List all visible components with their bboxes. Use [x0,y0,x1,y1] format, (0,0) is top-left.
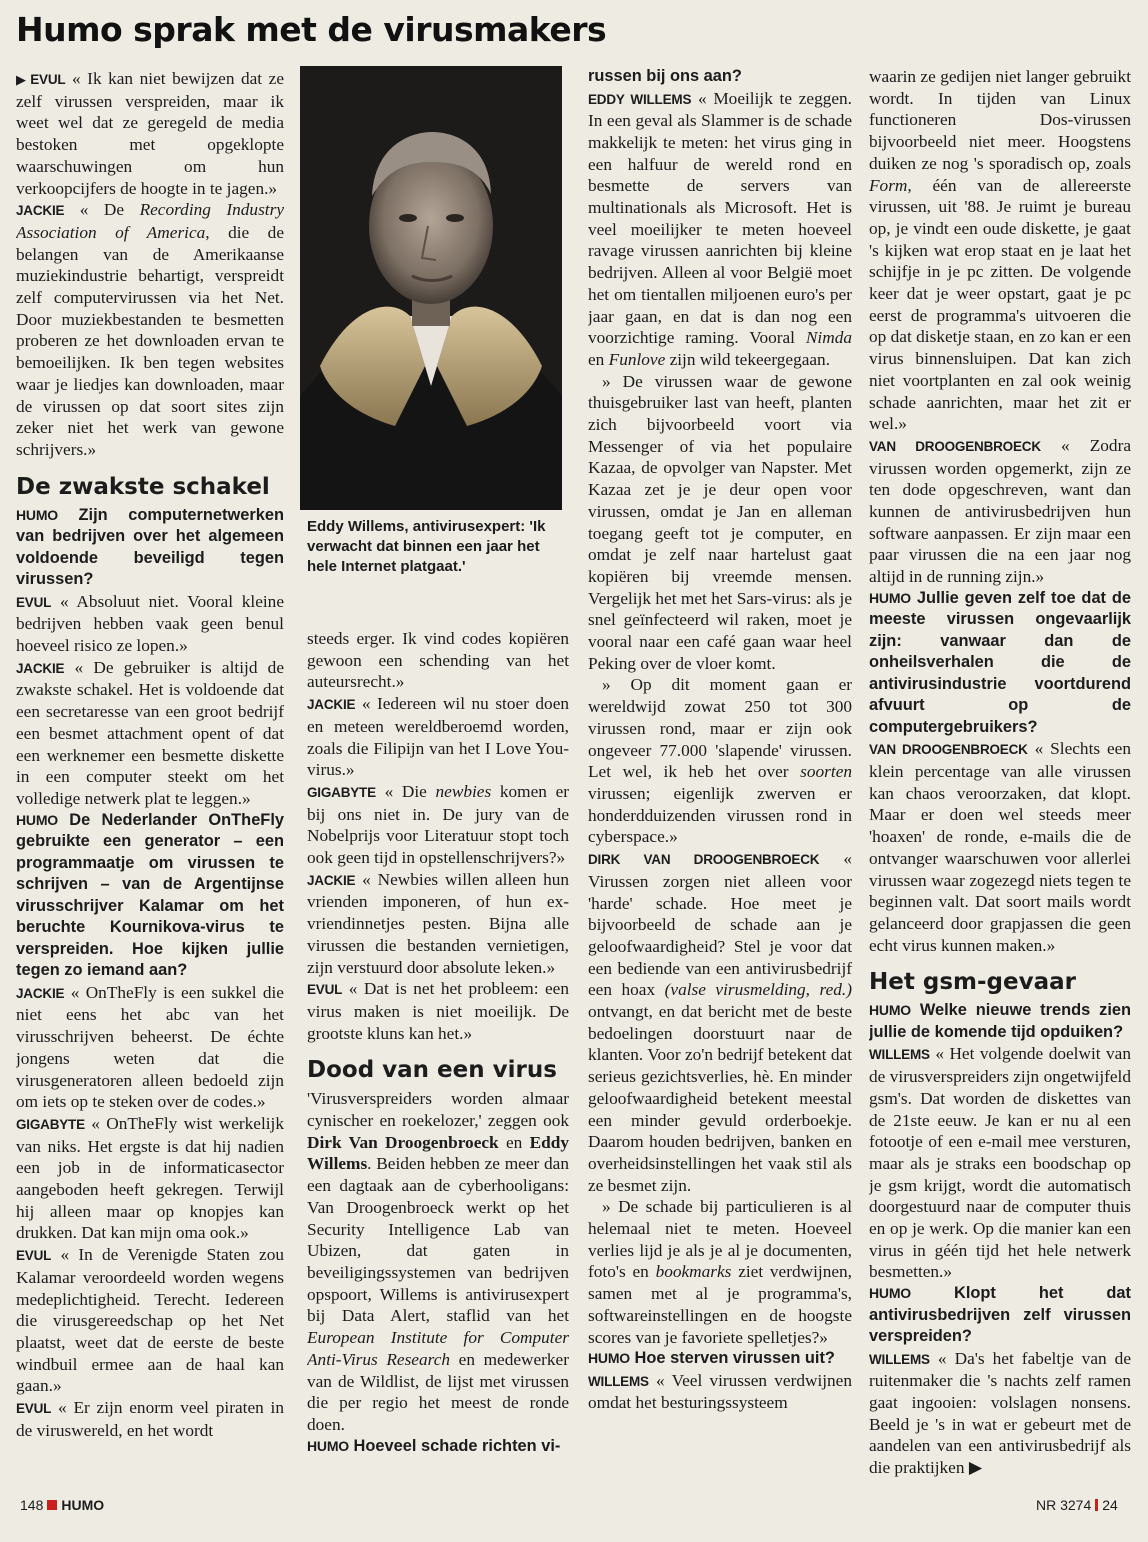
speaker-label: GIGABYTE [16,1116,85,1132]
photo-caption: Eddy Willems, antivirusexpert: 'Ik verwacht dat binnen een jaar het hele Internet platgaat.' [307,518,546,575]
paragraph: EVUL « Dat is net het probleem: een virus maken is niet moeilijk. De grootste kluns kan het.» [307,979,569,1043]
speaker-label: EVUL [307,982,343,998]
speaker-label: WILLEMS [869,1351,930,1367]
speaker-label: DIRK VAN DROOGENBROECK [588,852,820,868]
speaker-label: GIGABYTE [307,784,376,800]
magazine-brand: HUMO [61,1497,105,1513]
paragraph: JACKIE « Newbies willen alleen hun vrienden imponeren, of hun ex-vriendinnetjes pesten. Bijna alle virussen die bestanden vernietigen, zijn verstuurd door absolute leken.» [307,869,569,977]
paragraph: GIGABYTE « OnTheFly wist werkelijk van niks. Het ergste is dat hij nadien een job in de informaticasector aangeboden heeft gekregen. Terwijl hij alleen maar op knopjes kan drukken. Dat kan mijn oma ook.» [16,1113,284,1243]
speaker-label: EDDY WILLEMS [588,91,692,107]
speaker-label: WILLEMS [869,1047,930,1063]
speaker-label: HUMO [588,1350,630,1367]
speaker-label: EVUL [16,594,52,610]
speaker-label: JACKIE [307,697,356,713]
question: HUMO Hoeveel schade richten vi- [307,1436,561,1455]
portrait-illustration [300,66,562,510]
paragraph: » De schade bij particulieren is al helemaal niet te meten. Hoeveel verlies lijd je als je al je documenten, foto's en bookmarks ziet verdwijnen, samen met al je programma's, softwareinstellingen en de hoogste scores van je favoriete spelletjes?» [588,1197,852,1347]
speaker-label: EVUL [16,1401,52,1417]
speaker-label: HUMO [307,1437,349,1454]
paragraph: EDDY WILLEMS « Moeilijk te zeggen. In een geval als Slammer is de schade makkelijk te meten: het virus ging in een halfuur de wereld rond en besmette de servers van multinationals als Microsoft. Het is veel moeilijker te meten hoeveel ravage virussen aanrichten bij kleine bedrijven. Alleen al voor België moet het om tientallen miljoenen euro's per jaar gaan, en dat is dan nog een voorzichtige raming. Vooral Nimda en Funlove zijn wild tekeergegaan. [588,88,852,369]
speaker-label: JACKIE [16,985,65,1001]
section-heading: De zwakste schakel [16,473,270,500]
paragraph: steeds erger. Ik vind codes kopiëren gewoon een schending van het auteursrecht.» [307,629,569,692]
footer-right [1036,1497,1118,1513]
paragraph: DIRK VAN DROOGENBROECK « Virussen zorgen niet alleen voor 'harde' schade. Hoe meet je bijvoorbeeld de schade aan je geloofwaardigheid? Stel je voor dat een bediende van een antivirusbedrijf een hoax (valse virusmelding, red.) ontvangt, en dat bericht met de beste bedoelingen doorstuurt naar de klanten. Voor zo'n bedrijf betekent dat serieus gezichtsverlies, hè. En minder geloofwaardigheid betekent meestal een minder gevuld orderboekje. Daarom houden bedrijven, banken en overheidsinstellingen het vaak stil als ze besmet zijn. [588,849,852,1195]
question: HUMO De Nederlander OnTheFly gebruikte een generator – een programmaatje om virussen te schrijven – van de Argentijnse virusschrijver Kalamar om het beruchte Kournikova-virus te verspreiden. Hoe kijken jullie tegen zo iemand aan? [16,810,284,980]
question: HUMO Zijn computernetwerken van bedrijven over het algemeen voldoende beveiligd tegen virussen? [16,505,284,589]
footer-left [20,1497,104,1513]
speaker-label: JACKIE [16,660,65,676]
question: HUMO Hoe sterven virussen uit? [588,1349,835,1368]
paragraph: WILLEMS « Da's het fabeltje van de ruitenmaker die 's nachts zelf ramen gaat ingooien: volslagen nonsens. Beeld je 's in wat er gebeurt met de aandelen van een antivirusbedrijf als die praktijken ▶ [869,1348,1131,1478]
speaker-label: VAN DROOGENBROECK [869,742,1028,758]
column-3 [588,66,852,1484]
speaker-label: HUMO [869,1002,911,1019]
paragraph: EVUL « Absoluut niet. Vooral kleine bedrijven hebben vaak geen benul hoeveel risico ze lopen.» [16,591,284,656]
paragraph: 'Virusverspreiders worden almaar cynischer en roekelozer,' zeggen ook Dirk Van Droogenbroeck en Eddy Willems. Beiden hebben ze meer dan een dagtaak aan de cyberhooligans: Van Droogenbroeck werkt op het Security Intelligence Lab van Ubizen, dat gaten in beveiligingssystemen van bedrijven opspoort, Willems is antivirusexpert bij Data Alert, staflid van het European Institute for Computer Anti-Virus Research en medewerker van de Wildlist, de lijst met virussen die per regio het meest de ronde doen. [307,1089,569,1434]
speaker-label: EVUL [16,1248,52,1264]
paragraph: JACKIE « OnTheFly is een sukkel die niet eens het abc van het virusschrijven beheerst. De échte jongens weten dat die virusgeneratoren alleen bedoeld zijn om iets op te steken over de codes.» [16,982,284,1112]
speaker-label: HUMO [16,506,58,523]
paragraph: VAN DROOGENBROECK « Slechts een klein percentage van alle virussen kan chaos veroorzaken, dat klopt. Maar er doen wel steeds meer 'hoaxen' de ronde, e-mails die de ontvanger waarschuwen voor allerlei virussen waar zogezegd niets tegen te beginnen valt. Dat soort mails wordt gelanceerd door grapjassen die geen echt virus kunnen maken.» [869,739,1131,955]
paragraph: JACKIE « De gebruiker is altijd de zwakste schakel. Het is voldoende dat een secretaresse van een groot bedrijf een besmet attachment opent of dat een werknemer een besmette diskette in een computer steekt om het volledige netwerk plat te leggen.» [16,657,284,808]
paragraph: JACKIE « De Recording Industry Association of America, die de belangen van de Amerikaanse muziekindustrie behartigt, verspreidt zelf computervirussen via het Net. Door muziekbestanden te besmetten proberen ze het downloaden ervan te bemoeilijken. Ik ben tegen websites waar je liedjes kan downloaden, maar de virussen op dat soort sites zijn zeker niet het werk van gewone schrijvers.» [16,200,284,459]
issue-number: NR 3274 [1036,1497,1092,1513]
speaker-label: WILLEMS [588,1373,649,1389]
portrait-photo [300,66,562,510]
speaker-label: VAN DROOGENBROECK [869,438,1041,454]
section-heading: Het gsm-gevaar [869,969,1076,996]
paragraph: EVUL « Er zijn enorm veel piraten in de viruswereld, en het wordt [16,1398,284,1440]
page-title: Humo sprak met de virusmakers [16,10,607,49]
question: HUMO Welke nieuwe trends zien jullie de komende tijd opduiken? [869,1001,1131,1041]
arrow-right-icon: ▶ [16,72,29,87]
paragraph: VAN DROOGENBROECK « Zodra virussen worden opgemerkt, zijn ze ten dode opgeschreven, want dan kunnen de antivirusbedrijven hun software aanpassen. Er zijn maar een paar virussen die na een jaar nog altijd in de running zijn.» [869,435,1131,587]
speaker-label: HUMO [869,589,911,606]
paragraph: waarin ze gedijen niet langer gebruikt wordt. In tijden van Linux functioneren Dos-virussen bijvoorbeeld niet meer. Hoogstens duiken ze nog 's sporadisch op, zoals Form, één van de allereerste virussen, uit '88. Je ruimt je bureau op, je vindt een oude diskette, je gaat 's kijken wat erop staat en je laat het schijfje in je pc zitten. De volgende keer dat je weer opstart, gaat je pc eerst de programma's uitvoeren die op dat disketje staan, en zo kan er een virus binnensluipen. Dat kan zich niet voortplanten en zal ook weinig schade aanrichten, maar het zit er wel.» [869,67,1131,434]
speaker-label: HUMO [16,811,58,828]
question: HUMO Jullie geven zelf toe dat de meeste virussen ongevaarlijk zijn: vanwaar dan de onheilsverhalen die de antivirusindustrie voortdurend afvuurt op de computergebruikers? [869,588,1131,736]
column-2 [307,628,569,1484]
bar-marker-icon [1095,1499,1098,1511]
question: russen bij ons aan? [588,67,742,85]
page-number: 24 [1102,1497,1118,1513]
page-number: 148 [20,1497,44,1513]
speaker-label: JACKIE [307,872,356,888]
paragraph: ▶ EVUL « Ik kan niet bewijzen dat ze zelf virussen verspreiden, maar ik weet wel dat ze geregeld de media bestoken met opgeklopte waarschuwingen om hun verkoopcijfers de hoogte in te jagen.» [16,69,284,198]
paragraph: WILLEMS « Veel virussen verdwijnen omdat het besturingssysteem [588,1370,852,1413]
paragraph: » De virussen waar de gewone thuisgebruiker last van heeft, planten zich bijvoorbeeld voort via Messenger of via het populaire Kazaa, de opvolger van Napster. Met Kazaa zet je je deur open voor virussen, omdat je Jan en alleman toegang geeft tot je computer, en omdat je zelf naar hartelust gaat kopiëren bij vreemde mensen. Vergelijk het met het Sars-virus: als je snel geïnfecteerd wil raken, moet je vooral naar een café gaan waar heel Peking over de vloer komt. [588,371,852,673]
paragraph: JACKIE « Iedereen wil nu stoer doen en meteen wereldberoemd worden, zoals die Filipijn van het I Love You-virus.» [307,694,569,780]
column-4 [869,66,1131,1484]
question: HUMO Klopt het dat antivirusbedrijven zelf virussen verspreiden? [869,1284,1131,1346]
square-marker-icon [47,1500,57,1510]
speaker-label: HUMO [869,1285,911,1302]
paragraph: EVUL « In de Verenigde Staten zou Kalamar veroordeeld worden wegens medeplichtigheid. Terecht. Iedereen die virusgereedschap op het Net plaatst, weet dat de eerste de beste windbuil ermee aan de haal kan gaan.» [16,1245,284,1396]
paragraph: GIGABYTE « Die newbies komen er bij ons niet in. De jury van de Nobelprijs voor Literatuur stopt toch ook geen tijd in opstellenschrijvers?» [307,781,569,868]
section-heading: Dood van een virus [307,1057,557,1084]
speaker-label: JACKIE [16,203,65,219]
speaker-label: EVUL [30,72,66,87]
column-1 [16,68,284,1486]
paragraph: WILLEMS « Het volgende doelwit van de virusverspreiders zijn ongetwijfeld gsm's. Dat worden de diskettes van de 21ste eeuw. Je kan er nu al een fotootje of een e-mail mee versturen, maar als je straks een boodschap op je gsm krijgt, wordt die automatisch doorgestuurd naar de computer thuis en op je werk. Op die manier kan een virus in géén tijd het hele netwerk besmetten.» [869,1044,1131,1282]
paragraph: » Op dit moment gaan er wereldwijd zowat 250 tot 300 virussen rond, maar er zijn ook ongeveer 77.000 'slapende' virussen. Let wel, ik heb het over soorten virussen; eigenlijk zwerven er honderdduizenden virussen rond in cyberspace.» [588,675,852,847]
